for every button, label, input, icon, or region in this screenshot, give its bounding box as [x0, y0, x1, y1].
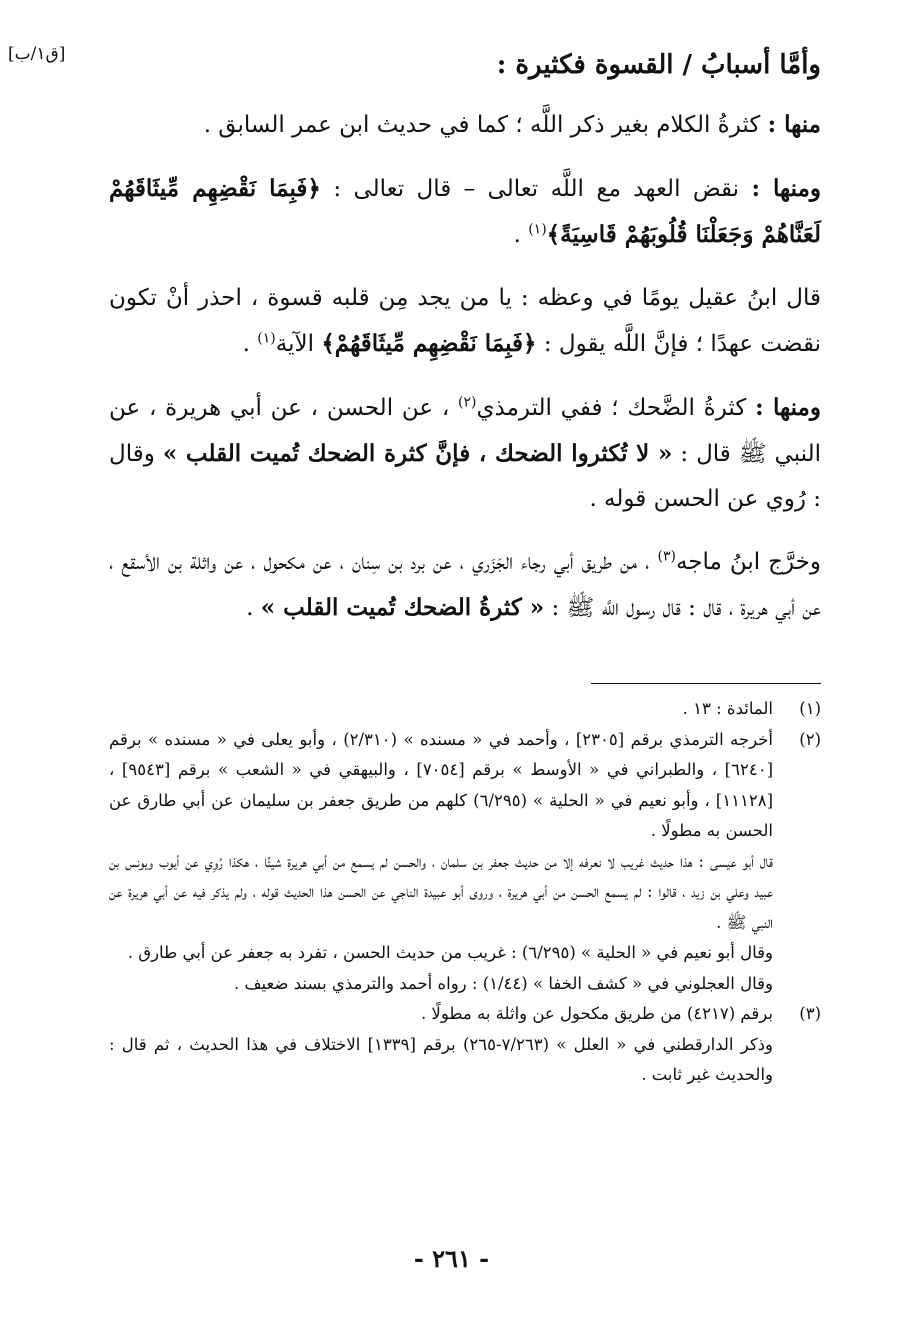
paragraph-text: ، عن الحسن ، عن أبي هريرة ، عن النبي ﷺ قال :	[109, 395, 822, 467]
hadith-quote: « كثرةُ الضحك تُميت القلب »	[260, 594, 545, 621]
paragraph-text: قال ابنُ عقيل يومًا في وعظه : يا من يجد مِن قلبه قسوة ، احذر أنْ تكون نقضت عهدًا ؛ فإنَّ اللَّه يقول :	[109, 285, 821, 357]
quran-quote: ﴿فَبِمَا نَقْضِهِم مِّيثَاقَهُمْ﴾	[321, 330, 537, 357]
footnote-ref: (١)	[528, 221, 547, 238]
footnote-text: أخرجه الترمذي برقم [٢٣٠٥] ، وأحمد في « مسنده » (٢/٣١٠) ، وأبو يعلى في « مسنده » برقم [٦٢٤٠] ، والطبراني في « الأوسط » برقم [٧٠٥٤] ، والبيهقي في « الشعب » برقم [٩٥٤٣] ، [١١١٢٨] ، وأبو نعيم في « الحلية » (٦/٢٩٥) كلهم من طريق جعفر بن سليمان عن أبي طارق عن الحسن به مطولًا .	[109, 729, 773, 840]
paragraph-lead: ومنها :	[755, 394, 821, 421]
footnote-text: برقم (٤٢١٧) من طريق مكحول عن واثلة به مطولًا .	[420, 1004, 773, 1023]
paragraph-text: ، من طريق أبي رجاء الجَزَري ، عن برد بن سِنان ، عن مكحول ، عن واثلة بن الأسقع ، عن أبي هريرة ، قال : قال رسول اللَّه ﷺ :	[109, 549, 821, 621]
paragraph-end: .	[242, 331, 250, 357]
footnote-3-continuation: وذكر الدارقطني في « العلل » (٧/٢٦٣-٢٦٥) برقم [١٣٣٩] الاختلاف في هذا الحديث ، ثم قال : والحديث غير ثابت .	[109, 1034, 774, 1084]
paragraph-1	[109, 102, 821, 148]
footnote-2	[109, 725, 821, 847]
paragraph-4	[109, 385, 821, 522]
paragraph-text: كثرةُ الكلام بغير ذكر اللَّه ؛ كما في حديث ابن عمر السابق .	[203, 112, 761, 138]
footnotes	[109, 694, 821, 1091]
paragraph-text: الآية	[275, 331, 314, 357]
footnote-2-continuation: وقال أبو نعيم في « الحلية » (٦/٢٩٥) : غريب من حديث الحسن ، تفرد به جعفر عن أبي طارق .	[127, 943, 773, 962]
footnote-3	[109, 999, 821, 1030]
paragraph-end: .	[246, 595, 254, 621]
hadith-quote: « لا تُكثروا الضحك ، فإنَّ كثرة الضحك تُميت القلب »	[162, 440, 673, 467]
paragraph-text: وخرَّج ابنُ ماجه	[675, 549, 821, 575]
paragraph-text: نقض العهد مع اللَّه تعالى – قال تعالى :	[333, 176, 740, 202]
footnote-1	[109, 694, 821, 725]
footnote-2-continuation: قال أبو عيسى : هذا حديث غريب لا نعرفه إلا من حديث جعفر بن سلمان ، والحسن لم يسمع من أبي هريرة شيئًا ، هكذا رُوِي عن أيوب ويونس بن عبيد وعلي بن زيد ، قالوا : لم يسمع الحسن من أبي هريرة ، وروى أبو عبيدة الناجي عن الحسن هذا الحديث قوله ، ولم يذكر فيه عن أبي هريرة عن النبي ﷺ .	[109, 851, 773, 932]
footnote-ref: (٢)	[458, 394, 477, 411]
paragraph-3	[109, 276, 821, 367]
paragraph-end: .	[513, 222, 521, 248]
page-number: - ٢٦١ -	[413, 1244, 490, 1273]
paragraph-2	[109, 166, 821, 258]
footnote-2-continuation: وقال العجلوني في « كشف الخفا » (١/٤٤) : رواه أحمد والترمذي بسند ضعيف .	[233, 973, 773, 993]
paragraph-5	[109, 540, 821, 631]
paragraph-text: وقال : رُوي عن الحسن قوله .	[109, 441, 821, 512]
paragraph-lead: ومنها :	[751, 175, 822, 202]
quran-quote: ﴿فَبِمَا نَقْضِهِم مِّيثَاقَهُمْ لَعَنَّاهُمْ وَجَعَلْنَا قُلُوبَهُمْ قَاسِيَةً﴾	[109, 175, 821, 248]
footnote-text: المائدة : ١٣ .	[682, 699, 773, 718]
paragraph-text: كثرةُ الضَّحك ؛ ففي الترمذي	[476, 395, 747, 421]
main-text	[109, 102, 821, 649]
paragraph-lead: منها :	[767, 111, 821, 138]
footnote-separator	[591, 683, 821, 684]
footnote-ref: (١)	[257, 330, 276, 347]
section-heading: وأمَّا أسبابُ / القسوة فكثيرة :	[496, 50, 821, 80]
footnote-number: (٢)	[799, 729, 821, 749]
manuscript-folio-marker: [ق١/ب]	[8, 44, 66, 64]
footnote-ref: (٣)	[657, 548, 676, 565]
footnote-number: (١)	[799, 699, 821, 718]
footnote-number: (٣)	[799, 1004, 821, 1023]
